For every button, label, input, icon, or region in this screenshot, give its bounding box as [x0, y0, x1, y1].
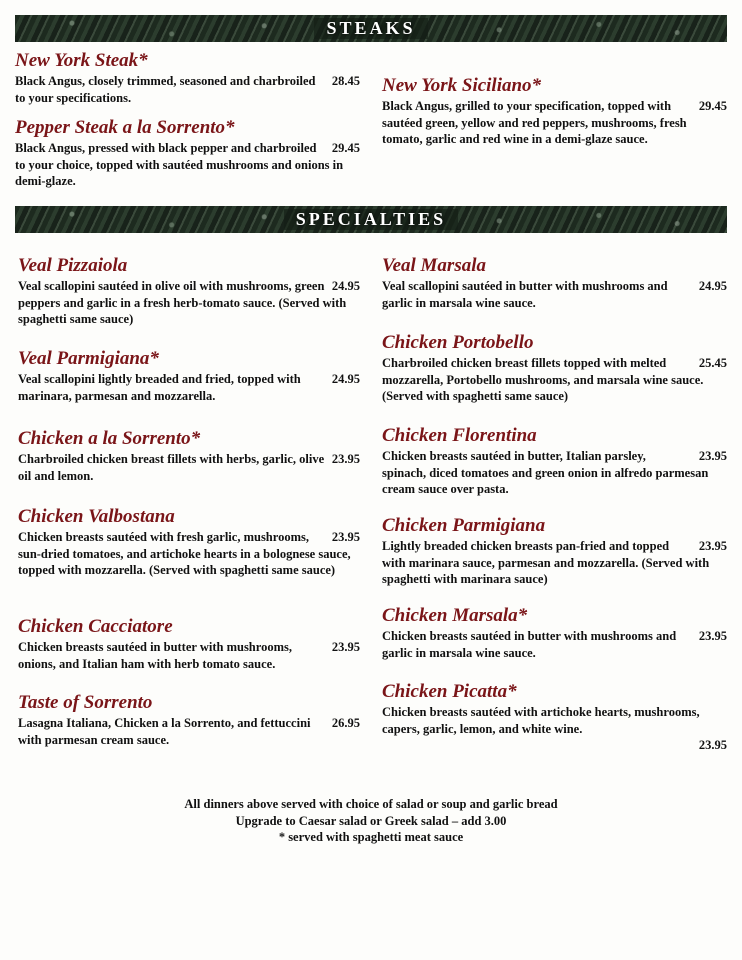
item-description: 29.45 Black Angus, pressed with black pepper and charbroiled to your choice, topped with sautéed mushrooms and onions in demi-glaze. — [15, 141, 360, 189]
specialties-heading: SPECIALTIES — [284, 209, 458, 230]
item-name: Chicken Marsala* — [382, 605, 528, 626]
item-name: Chicken a la Sorrento* — [18, 428, 201, 449]
footer-line: All dinners above served with choice of salad or soup and garlic bread — [184, 797, 558, 811]
item-description: 26.95 Lasagna Italiana, Chicken a la Sorrento, and fettuccini with parmesan cream sauce. — [18, 716, 360, 747]
item-name: Chicken Valbostana — [18, 506, 175, 527]
item-name: Chicken Portobello — [382, 332, 534, 353]
menu-item — [382, 332, 727, 405]
item-price: 23.95 — [698, 539, 727, 553]
item-name: New York Siciliano* — [382, 75, 542, 96]
menu-item — [382, 515, 727, 588]
item-name: Chicken Cacciatore — [18, 616, 173, 637]
item-price: 23.95 — [331, 530, 360, 544]
item-price: 23.95 — [698, 738, 727, 753]
item-price: 23.95 — [698, 449, 727, 463]
item-description: 23.95 Lightly breaded chicken breasts pan-fried and topped with marinara sauce, parmesan and mozzarella. (Served with spaghetti with marinara sauce) — [382, 539, 727, 587]
menu-item — [382, 605, 727, 661]
item-description: 23.95 Charbroiled chicken breast fillets with herbs, garlic, olive oil and lemon. — [18, 452, 360, 483]
footer-line: Upgrade to Caesar salad or Greek salad – add 3.00 — [235, 813, 507, 828]
item-name: Chicken Parmigiana — [382, 515, 546, 536]
menu-item — [15, 117, 360, 190]
menu-item — [382, 255, 727, 311]
item-name: Veal Parmigiana* — [18, 348, 159, 369]
item-price: 23.95 — [698, 629, 727, 643]
menu-item — [18, 348, 360, 404]
item-price: 24.95 — [331, 372, 360, 386]
item-name: Veal Marsala — [382, 255, 486, 276]
footer-notes — [0, 796, 742, 846]
item-description: 23.95 Chicken breasts sautéed in butter with mushrooms, onions, and Italian ham with herb tomato sauce. — [18, 640, 360, 671]
menu-item — [382, 425, 727, 498]
item-price: 29.45 — [698, 99, 727, 113]
menu-item — [382, 75, 727, 148]
item-price: 23.95 — [331, 640, 360, 654]
item-price: 24.95 — [698, 279, 727, 293]
menu-item — [18, 428, 360, 484]
item-description: 24.95 Veal scallopini sautéed in butter with mushrooms and garlic in marsala wine sauce. — [382, 279, 727, 310]
specialties-banner — [15, 206, 727, 233]
item-description: 28.45 Black Angus, closely trimmed, seasoned and charbroiled to your specifications. — [15, 74, 360, 105]
item-description: Chicken breasts sautéed with artichoke hearts, mushrooms, capers, garlic, lemon, and white wine. 23.95 — [382, 705, 727, 753]
item-name: New York Steak* — [15, 50, 148, 71]
item-description: 23.95 Chicken breasts sautéed with fresh garlic, mushrooms, sun-dried tomatoes, and artichoke hearts in a bolognese sauce, topped with mozzarella. (Served with spaghetti same sauce) — [18, 530, 360, 578]
item-description: 24.95 Veal scallopini lightly breaded and fried, topped with marinara, parmesan and mozzarella. — [18, 372, 360, 403]
menu-item — [18, 692, 360, 748]
item-name: Veal Pizzaiola — [18, 255, 128, 276]
item-description: 23.95 Chicken breasts sautéed in butter, Italian parsley, spinach, diced tomatoes and green onion in alfredo parmesan cream sauce over pasta. — [382, 449, 727, 497]
item-description: 29.45 Black Angus, grilled to your specification, topped with sautéed green, yellow and red peppers, mushrooms, fresh tomato, garlic and red wine in a demi-glaze sauce. — [382, 99, 727, 147]
item-price: 23.95 — [331, 452, 360, 466]
item-description: 23.95 Chicken breasts sautéed in butter with mushrooms and garlic in marsala wine sauce. — [382, 629, 727, 660]
item-price: 24.95 — [331, 279, 360, 293]
item-description: 25.45 Charbroiled chicken breast fillets topped with melted mozzarella, Portobello mushrooms, and marsala wine sauce. (Served with spaghetti same sauce) — [382, 356, 727, 404]
item-price: 26.95 — [331, 716, 360, 730]
item-price: 25.45 — [698, 356, 727, 370]
item-description: 24.95 Veal scallopini sautéed in olive oil with mushrooms, green peppers and garlic in a fresh herb-tomato sauce. (Served with spaghetti same sauce) — [18, 279, 360, 327]
menu-item — [18, 255, 360, 328]
item-price: 28.45 — [331, 74, 360, 88]
footer-line: * served with spaghetti meat sauce — [278, 830, 464, 844]
menu-item — [382, 681, 727, 754]
menu-item — [15, 50, 360, 106]
steaks-banner — [15, 15, 727, 42]
item-name: Taste of Sorrento — [18, 692, 153, 713]
menu-item — [18, 506, 360, 579]
item-name: Chicken Picatta* — [382, 681, 517, 702]
item-name: Pepper Steak a la Sorrento* — [15, 117, 235, 138]
steaks-heading: STEAKS — [314, 18, 427, 39]
item-name: Chicken Florentina — [382, 425, 537, 446]
menu-item — [18, 616, 360, 672]
item-price: 29.45 — [331, 141, 360, 155]
